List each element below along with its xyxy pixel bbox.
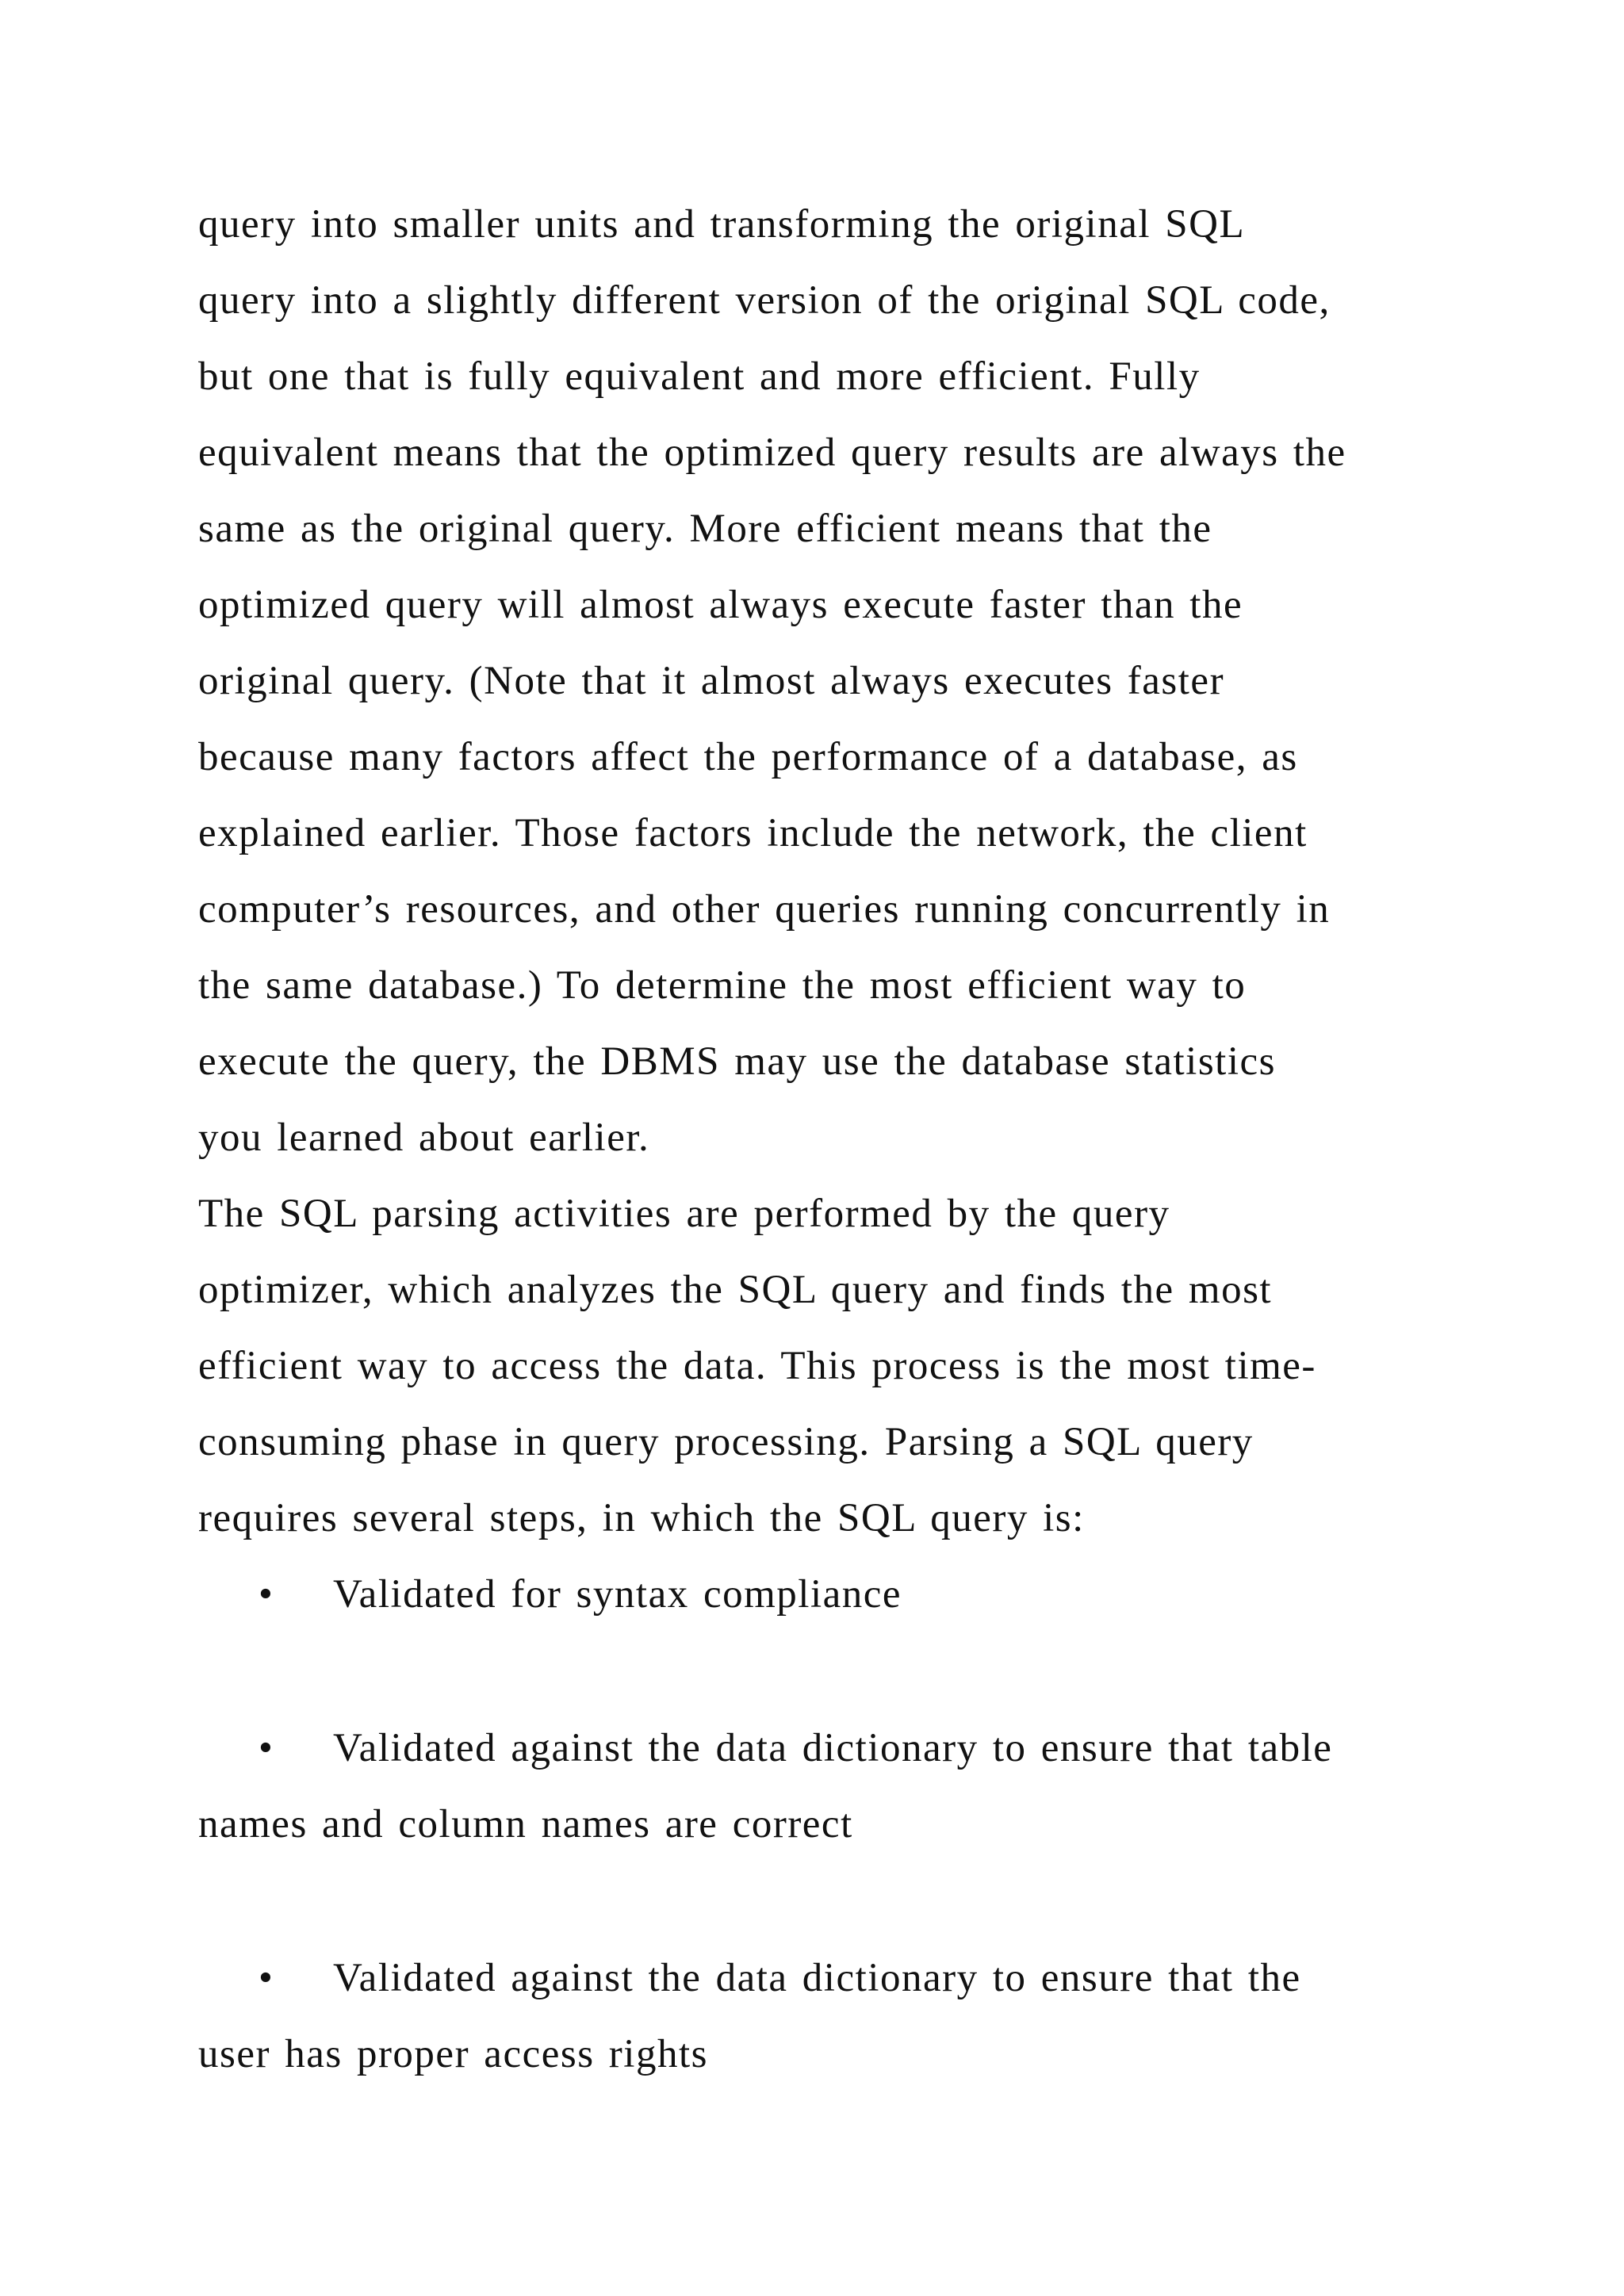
bullet-marker: • — [259, 1726, 274, 1770]
text-line: same as the original query. More efficient means that the — [198, 507, 1212, 551]
text-line: the same database.) To determine the most efficient way to — [198, 963, 1247, 1008]
text-line: optimizer, which analyzes the SQL query and finds the most — [198, 1268, 1273, 1312]
bullet-marker: • — [259, 1956, 274, 2000]
text-line: efficient way to access the data. This process is the most time- — [198, 1344, 1316, 1388]
list-item-text: Validated against the data dictionary to ensure that table — [333, 1726, 1333, 1770]
list-item-text: Validated for syntax compliance — [333, 1572, 902, 1617]
text-line: consuming phase in query processing. Parsing a SQL query — [198, 1420, 1254, 1464]
text-line: explained earlier. Those factors include the network, the client — [198, 811, 1308, 855]
text-line: query into smaller units and transforming the original SQL — [198, 202, 1246, 247]
list-item — [198, 1954, 1301, 2002]
text-line: execute the query, the DBMS may use the database statistics — [198, 1039, 1277, 1084]
bullet-marker: • — [259, 1572, 274, 1617]
text-line: equivalent means that the optimized query results are always the — [198, 430, 1346, 475]
text-line: but one that is fully equivalent and more efficient. Fully — [198, 354, 1201, 399]
list-item — [198, 1724, 1333, 1772]
text-line: The SQL parsing activities are performed by the query — [198, 1192, 1170, 1236]
list-item — [198, 1571, 902, 1618]
text-line: computer’s resources, and other queries running concurrently in — [198, 887, 1331, 932]
text-line: you learned about earlier. — [198, 1115, 650, 1160]
list-item-text: Validated against the data dictionary to ensure that the — [333, 1956, 1301, 2000]
text-line: requires several steps, in which the SQL query is: — [198, 1496, 1085, 1540]
list-item-continuation: user has proper access rights — [198, 2032, 708, 2076]
text-line: optimized query will almost always execute faster than the — [198, 583, 1243, 627]
text-line: because many factors affect the performance of a database, as — [198, 735, 1298, 779]
text-line: original query. (Note that it almost always executes faster — [198, 659, 1225, 703]
list-item-continuation: names and column names are correct — [198, 1802, 853, 1846]
text-line: query into a slightly different version of the original SQL code, — [198, 278, 1331, 323]
